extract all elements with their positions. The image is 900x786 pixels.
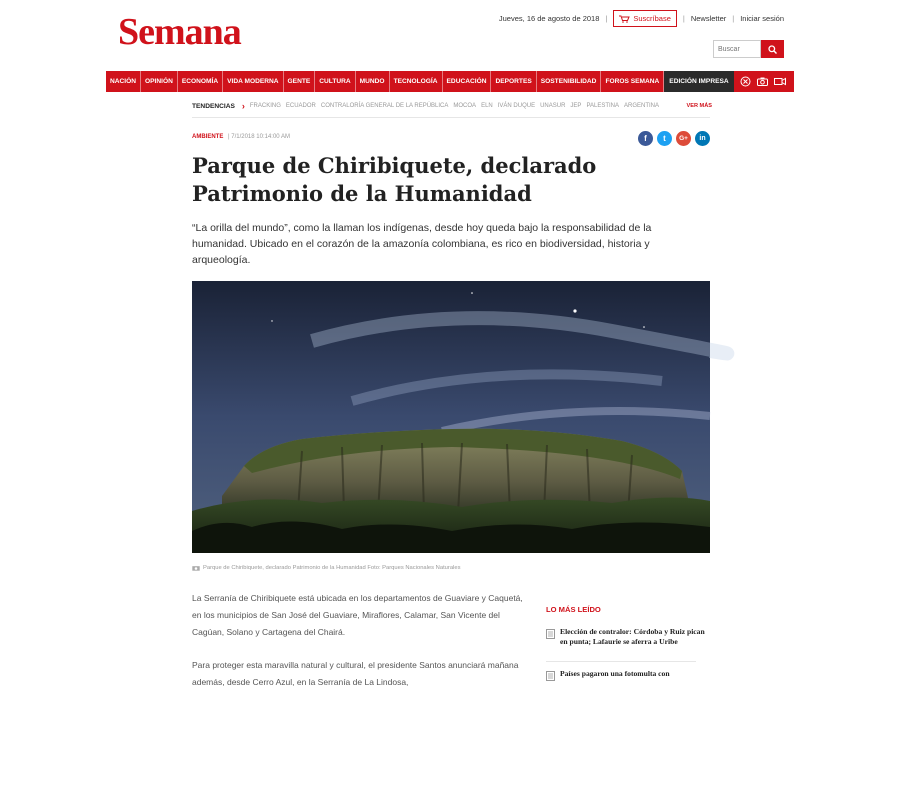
google-plus-share-button[interactable]: G+ <box>676 131 691 146</box>
search-input[interactable] <box>713 40 761 58</box>
video-icon[interactable] <box>774 76 786 88</box>
article-meta <box>192 134 290 140</box>
trend-link[interactable]: ECUADOR <box>285 103 316 109</box>
trends-bar <box>192 99 712 113</box>
current-date: Jueves, 16 de agosto de 2018 <box>498 14 600 23</box>
trend-link[interactable]: JEP <box>570 103 582 109</box>
chevron-right-icon: › <box>241 101 245 111</box>
divider <box>546 661 696 662</box>
facebook-share-button[interactable]: f <box>638 131 653 146</box>
see-more-link[interactable]: VER MÁS <box>686 103 712 109</box>
top-utility-bar <box>499 10 784 27</box>
nav-item-nacion[interactable]: NACIÓN <box>106 71 141 92</box>
trends-title: TENDENCIAS <box>192 102 235 110</box>
most-read-title: LO MÁS LEÍDO <box>546 605 601 614</box>
divider: | <box>605 14 608 23</box>
subscribe-button[interactable] <box>613 10 677 27</box>
article-body <box>192 590 532 707</box>
trend-link[interactable]: UNASUR <box>540 103 566 109</box>
trend-link[interactable]: FRACKING <box>249 103 281 109</box>
cart-icon <box>619 15 629 23</box>
caption-text: Parque de Chiribiquete, declarado Patrimonio de la Humanidad Foto: Parques Nacionales Naturales <box>203 565 461 571</box>
share-buttons <box>634 131 710 146</box>
nav-item-opinion[interactable]: OPINIÓN <box>141 71 178 92</box>
article-lead: “La orilla del mundo”, como la llaman los indígenas, desde hoy queda bajo la responsabilidad de la humanidad. Ubicado en el corazón de la amazonía colombiana, es rico en biodiversidad, historia y arqueología. <box>192 222 652 266</box>
trend-link[interactable]: PALESTINA <box>586 103 620 109</box>
main-nav <box>106 71 794 92</box>
login-link[interactable]: Iniciar sesión <box>740 14 784 23</box>
article-paragraph: Para proteger esta maravilla natural y cultural, el presidente Santos anunciará mañana además, desde Cerro Azul, en la Serranía de La Lindosa, <box>192 660 519 687</box>
most-read-item[interactable] <box>546 627 706 647</box>
nav-item-gente[interactable]: GENTE <box>284 71 316 92</box>
nav-item-mundo[interactable]: MUNDO <box>356 71 390 92</box>
nav-item-economia[interactable]: ECONOMÍA <box>178 71 223 92</box>
camera-icon <box>192 565 200 571</box>
subscribe-label: Suscríbase <box>633 14 671 23</box>
nav-item-sostenibilidad[interactable]: SOSTENIBILIDAD <box>537 71 602 92</box>
nav-item-tecnologia[interactable]: TECNOLOGÍA <box>390 71 443 92</box>
search-box <box>713 40 784 58</box>
photo-night-tepui <box>192 281 710 553</box>
nav-item-educacion[interactable]: EDUCACIÓN <box>443 71 492 92</box>
most-read-item[interactable] <box>546 669 706 681</box>
search-icon <box>768 45 777 54</box>
article-paragraph: La Serranía de Chiribiquete está ubicada en los departamentos de Guaviare y Caquetá, en los municipios de San José del Guaviare, Miraflores, Calamar, San Vicente del Cagúan, Solano y Cartagena del Chairá. <box>192 593 523 637</box>
article-headline: Parque de Chiribiquete, declarado Patrimonio de la Humanidad <box>192 153 597 206</box>
camera-icon[interactable] <box>757 76 769 88</box>
nav-item-deportes[interactable]: DEPORTES <box>491 71 536 92</box>
document-icon <box>546 671 555 681</box>
nav-item-cultura[interactable]: CULTURA <box>315 71 355 92</box>
photo-caption <box>192 565 460 571</box>
document-icon <box>546 629 555 639</box>
trend-link[interactable]: ELN <box>481 103 493 109</box>
divider: | <box>732 14 735 23</box>
divider: | <box>682 14 685 23</box>
divider <box>192 117 710 118</box>
newsletter-link[interactable]: Newsletter <box>690 14 727 23</box>
most-read-headline: Países pagaron una fotomulta con <box>560 669 670 678</box>
trend-link[interactable]: IVÁN DUQUE <box>497 103 536 109</box>
twitter-share-button[interactable]: t <box>657 131 672 146</box>
trend-link[interactable]: MOCOA <box>453 103 477 109</box>
trend-link[interactable]: ARGENTINA <box>624 103 660 109</box>
nav-item-vida-moderna[interactable]: VIDA MODERNA <box>223 71 283 92</box>
search-button[interactable] <box>761 40 784 58</box>
article-timestamp: | 7/1/2018 10:14:00 AM <box>228 134 290 140</box>
site-logo[interactable]: Semana <box>118 11 241 53</box>
nav-icons <box>740 76 791 88</box>
close-circle-icon[interactable] <box>740 76 752 88</box>
article-photo <box>192 281 710 553</box>
trend-link[interactable]: CONTRALORÍA GENERAL DE LA REPÚBLICA <box>320 103 449 109</box>
page <box>106 0 794 687</box>
nav-item-foros-semana[interactable]: FOROS SEMANA <box>601 71 664 92</box>
nav-item-edicion-impresa[interactable]: EDICIÓN IMPRESA <box>664 71 733 92</box>
most-read-headline: Elección de contralor: Córdoba y Ruiz pican en punta; Lafaurie se aferra a Uribe <box>560 627 705 646</box>
section-label[interactable]: AMBIENTE <box>192 134 224 140</box>
linkedin-share-button[interactable]: in <box>695 131 710 146</box>
